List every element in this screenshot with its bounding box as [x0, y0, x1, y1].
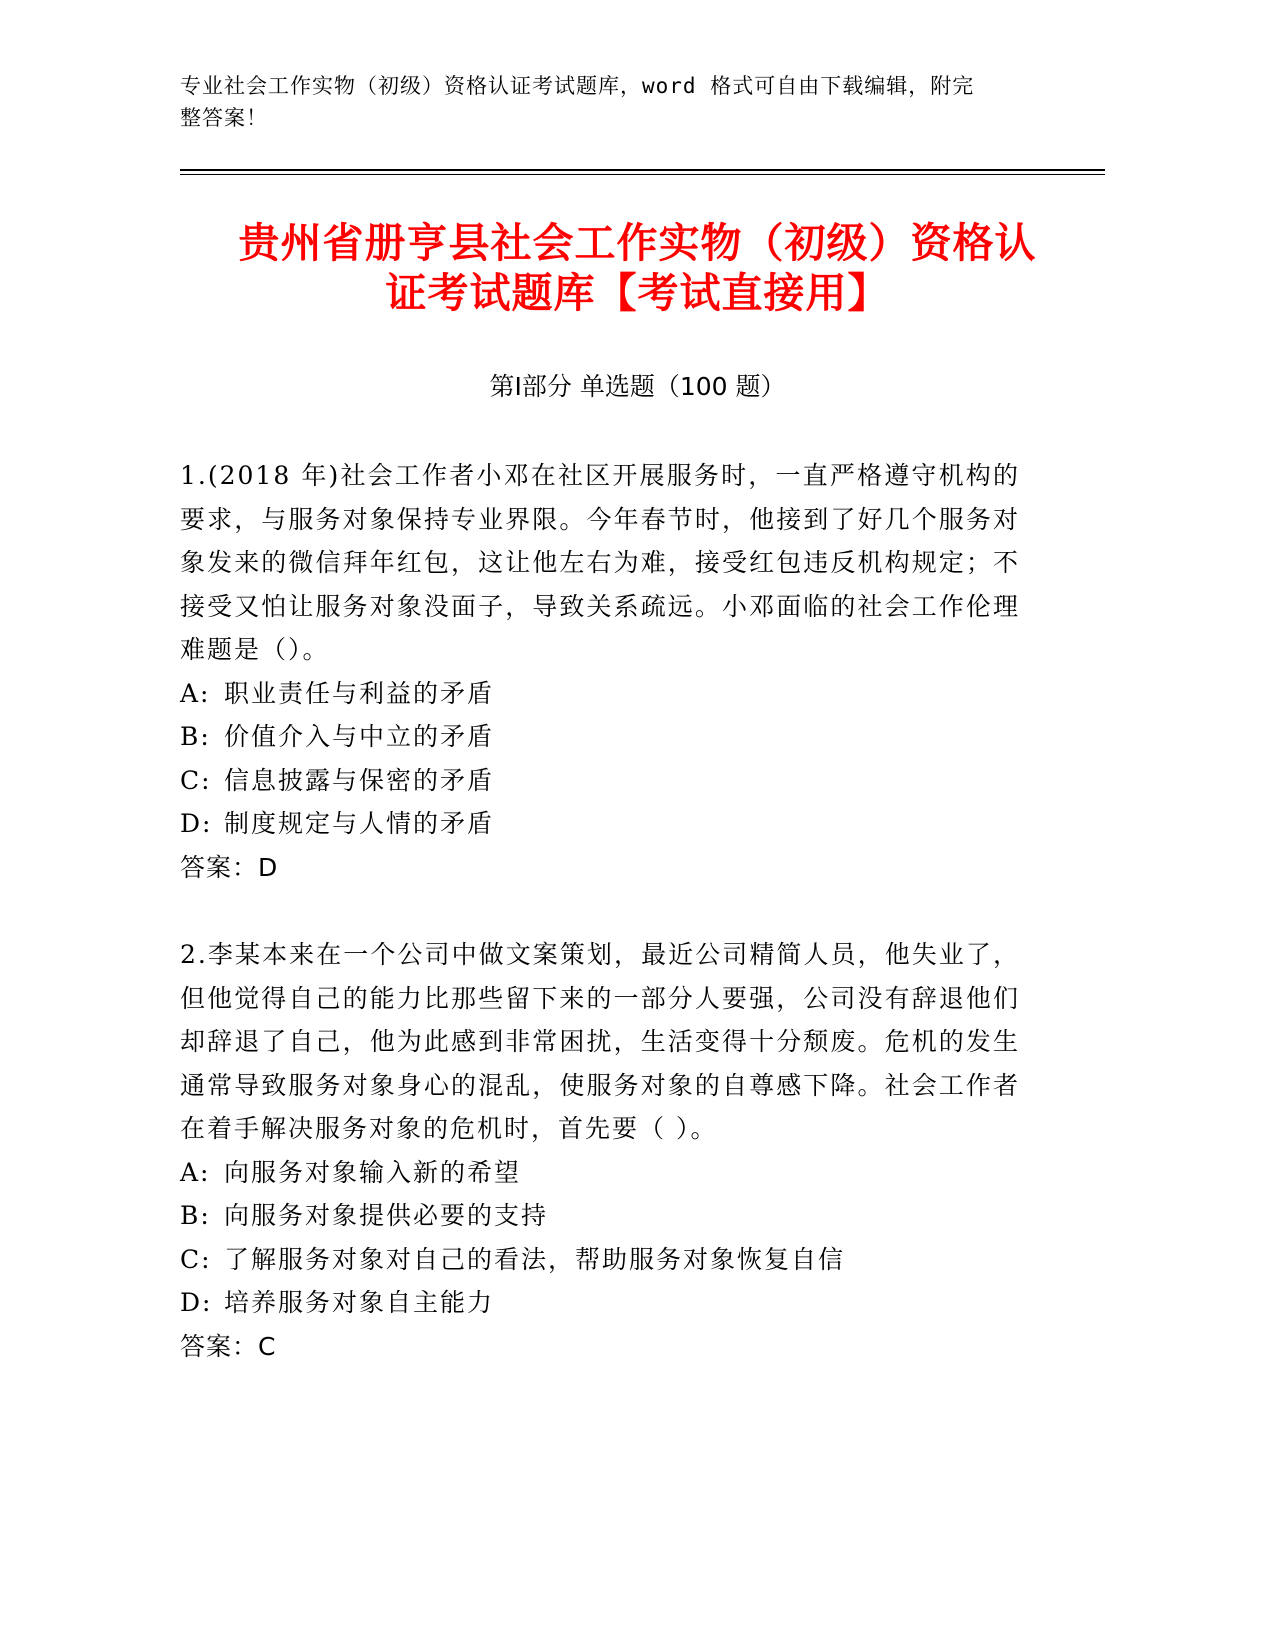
option-text: 了解服务对象对自己的看法，帮助服务对象恢复自信 [224, 1244, 846, 1274]
header-divider-thick [180, 169, 1105, 171]
option-a [180, 1151, 1020, 1195]
option-text: 信息披露与保密的矛盾 [224, 765, 495, 795]
question-stem: 1.(2018 年)社会工作者小邓在社区开展服务时，一直严格遵守机构的要求，与服务对象保持专业界限。今年春节时，他接到了好几个服务对象发来的微信拜年红包，这让他左右为难，接受红包违反机构规定；不接受又怕让服务对象没面子，导致关系疏远。小邓面临的社会工作伦理难题是（）。 [180, 461, 1020, 664]
section-title: 第Ⅰ部分 单选题（100 题） [489, 372, 786, 401]
question-block [180, 933, 1020, 1368]
document-title [120, 218, 1155, 318]
option-text: 培养服务对象自主能力 [224, 1288, 495, 1317]
option-b [180, 1194, 1020, 1238]
option-d [180, 802, 1020, 846]
document-title-line-2: 证考试题库【考试直接用】 [385, 269, 890, 317]
option-text: 价值介入与中立的矛盾 [224, 722, 495, 751]
option-text: 制度规定与人情的矛盾 [224, 809, 495, 838]
document-title-line-1: 贵州省册亨县社会工作实物（初级）资格认 [238, 219, 1037, 267]
option-a [180, 672, 1020, 716]
question-block [180, 454, 1020, 889]
option-key: D: [180, 1288, 213, 1317]
header-divider-thin [180, 174, 1105, 175]
option-c [180, 759, 1020, 803]
option-key: D: [180, 809, 213, 838]
header-note [180, 70, 1025, 134]
answer-line: 答案：D [180, 852, 279, 882]
option-key: C: [180, 1244, 212, 1274]
option-key: A: [180, 678, 211, 708]
question-stem: 2.李某本来在一个公司中做文案策划，最近公司精简人员，他失业了，但他觉得自己的能力比那些留下来的一部分人要强，公司没有辞退他们却辞退了自己，他为此感到非常困扰，生活变得十分颓废。危机的发生通常导致服务对象身心的混乱，使服务对象的自尊感下降。社会工作者在着手解决服务对象的危机时，首先要（ ）。 [180, 940, 1020, 1143]
option-text: 职业责任与利益的矛盾 [224, 678, 495, 708]
header-line-2: 整答案！ [180, 106, 268, 130]
option-text: 向服务对象提供必要的支持 [224, 1201, 549, 1230]
answer-line: 答案：C [180, 1331, 277, 1361]
option-key: A: [180, 1157, 211, 1187]
header-line-1: 专业社会工作实物（初级）资格认证考试题库，word 格式可自由下载编辑，附完 [180, 74, 975, 98]
option-text: 向服务对象输入新的希望 [224, 1157, 522, 1187]
option-c [180, 1238, 1020, 1282]
option-d [180, 1281, 1020, 1325]
option-key: B: [180, 722, 211, 751]
option-b [180, 715, 1020, 759]
option-key: C: [180, 765, 212, 795]
option-key: B: [180, 1201, 211, 1230]
